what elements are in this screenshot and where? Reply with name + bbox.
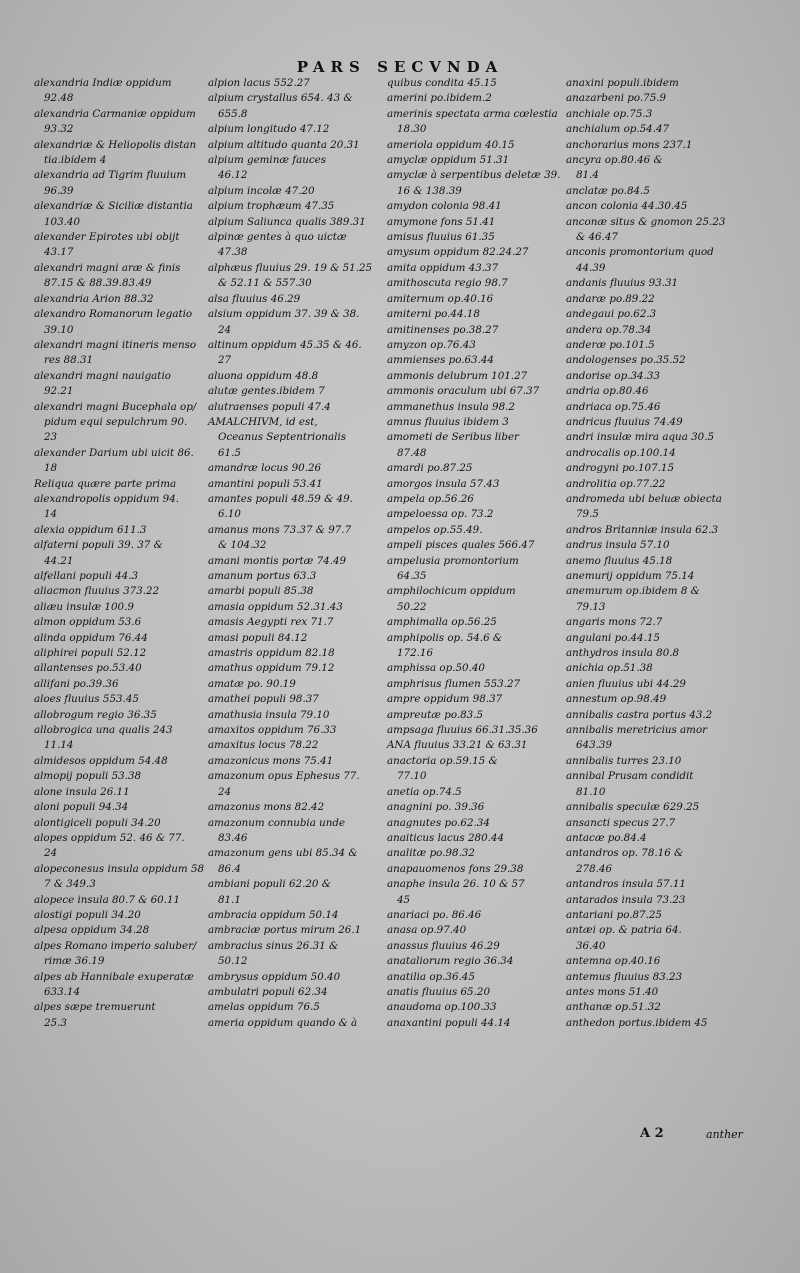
index-entry: amyzon op.76.43: [387, 338, 476, 351]
index-entry: anaxini populi.ibidem: [566, 77, 679, 89]
index-entry: ammonis oraculum ubi 67.37: [387, 385, 540, 398]
index-entry: amazonum connubia unde: [208, 816, 346, 829]
index-entry: amphrisus flumen 553.27: [387, 677, 521, 690]
index-entry: ambracia oppidum 50.14: [208, 908, 339, 921]
index-entry: amphissa op.50.40: [387, 662, 485, 675]
index-entry: alpium incolæ 47.20: [208, 184, 315, 197]
index-entry: alexandropolis oppidum 94.: [34, 492, 180, 505]
index-entry: ampre oppidum 98.37: [387, 693, 503, 706]
index-entry: anactoria op.59.15 &: [387, 754, 498, 767]
index-column-3: [387, 76, 569, 1031]
index-entry: amazonum opus Ephesus 77.: [208, 770, 360, 783]
index-entry: anasa op.97.40: [387, 924, 467, 937]
index-entry: anassus fluuius 46.29: [387, 939, 500, 952]
index-entry: alfellani populi 44.3: [34, 570, 139, 582]
index-entry-continuation: pidum equi sepulchrum 90.: [44, 415, 188, 428]
index-entry: antacæ po.84.4: [566, 831, 647, 844]
index-entry: anchorarius mons 237.1: [566, 138, 693, 151]
index-entry: ampela op.56.26: [387, 492, 474, 505]
index-entry-continuation: 43.17: [44, 246, 74, 259]
index-entry-continuation: 46.12: [218, 169, 248, 182]
index-entry: alexandria Arion 88.32: [34, 292, 154, 305]
index-entry: amphilochicum oppidum: [387, 585, 516, 598]
index-entry: anariaci po. 86.46: [387, 908, 482, 921]
index-entry-continuation: 45: [397, 893, 411, 906]
index-column-4: [566, 76, 752, 1031]
signature-mark: A 2: [640, 1126, 664, 1141]
index-entry: amnus fluuius ibidem 3: [387, 415, 509, 428]
index-entry: amazonus mons 82.42: [208, 801, 325, 814]
index-entry: amydon colonia 98.41: [387, 200, 502, 213]
index-entry: alinda oppidum 76.44: [34, 631, 148, 644]
index-entry: amithoscuta regio 98.7: [387, 277, 508, 290]
index-entry: alpium crystallus 654. 43 &: [208, 92, 353, 105]
index-entry: annibalis turres 23.10: [566, 754, 682, 767]
index-entry-continuation: 24: [44, 847, 58, 860]
index-entry: amathei populi 98.37: [208, 693, 319, 706]
index-entry: ameria oppidum quando & à: [208, 1016, 358, 1029]
index-entry: amanus mons 73.37 & 97.7: [208, 523, 352, 536]
index-entry: alpesa oppidum 34.28: [34, 924, 150, 937]
index-entry: alostigi populi 34.20: [34, 908, 141, 921]
index-entry: annestum op.98.49: [566, 693, 667, 706]
index-entry-continuation: 633.14: [44, 985, 81, 998]
index-entry: alexia oppidum 611.3: [34, 523, 147, 536]
index-entry: anemurij oppidum 75.14: [566, 570, 695, 582]
index-entry: annibalis meretricius amor: [566, 724, 708, 737]
index-entry: antarados insula 73.23: [566, 893, 686, 906]
index-entry-continuation: res 88.31: [44, 354, 94, 367]
index-entry: amyclæ oppidum 51.31: [387, 154, 510, 167]
index-entry: alopeconesus insula oppidum 58: [34, 862, 205, 875]
index-entry: amanum portus 63.3: [208, 570, 317, 582]
index-entry: amasis Aegypti rex 71.7: [208, 616, 334, 629]
index-entry: andriaca op.75.46: [566, 400, 661, 413]
index-entry: andegaui po.62.3: [566, 308, 657, 321]
index-entry: ancon colonia 44.30.45: [566, 200, 688, 213]
index-entry-continuation: 79.13: [576, 600, 606, 613]
index-entry: aloni populi 94.34: [34, 801, 129, 814]
index-entry: allantenses po.53.40: [34, 662, 142, 675]
index-entry: alexandria Carmaniæ oppidum: [34, 107, 196, 120]
index-entry: amometi de Seribus liber: [387, 431, 519, 444]
index-entry: annibal Prusam condidit: [566, 770, 694, 783]
index-entry: alpion lacus 552.27: [208, 77, 310, 89]
index-entry-continuation: 18: [44, 462, 58, 475]
index-entry: anaiticus lacus 280.44: [387, 831, 505, 844]
index-entry: alexandri magni aræ & finis: [34, 261, 181, 274]
index-entry: aloes fluuius 553.45: [34, 693, 139, 706]
index-entry: anconæ situs & gnomon 25.23: [566, 215, 726, 228]
index-entry: anconis promontorium quod: [566, 246, 714, 259]
index-entry: ampelusia promontorium: [387, 554, 519, 567]
index-entry: androlitia op.77.22: [566, 477, 666, 490]
index-entry: allobrogum regio 36.35: [34, 708, 157, 721]
index-entry: alfaterni populi 39. 37 &: [34, 539, 163, 552]
index-entry: alpium geminæ fauces: [208, 154, 327, 167]
index-entry: alpium trophæum 47.35: [208, 200, 335, 213]
index-entry: aluona oppidum 48.8: [208, 369, 319, 382]
index-entry: antemus fluuius 83.23: [566, 970, 683, 983]
index-entry: amphipolis op. 54.6 &: [387, 631, 503, 644]
index-entry: amaxitus locus 78.22: [208, 739, 319, 752]
index-entry: amyclæ à serpentibus deletæ 39.: [387, 169, 561, 182]
index-entry: anichia op.51.38: [566, 662, 653, 675]
index-entry-continuation: 14: [44, 508, 58, 521]
index-entry: ancyra op.80.46 &: [566, 154, 663, 167]
index-entry: anatilia op.36.45: [387, 970, 475, 983]
index-entry-continuation: 18.30: [397, 123, 427, 136]
index-entry: amelas oppidum 76.5: [208, 1001, 320, 1014]
index-column-1: [34, 76, 216, 1031]
index-entry: andorise op.34.33: [566, 369, 660, 382]
index-entry: anetia op.74.5: [387, 785, 462, 798]
index-entry: almidesos oppidum 54.48: [34, 754, 168, 767]
index-entry: alopece insula 80.7 & 60.11: [34, 893, 181, 906]
index-entry-continuation: 61.5: [218, 446, 241, 459]
index-entry: altinum oppidum 45.35 & 46.: [208, 338, 362, 351]
index-entry: amerinis spectata arma cœlestia: [387, 107, 558, 120]
index-entry: anemo fluuius 45.18: [566, 554, 673, 567]
index-entry-continuation: 25.3: [44, 1016, 67, 1029]
index-entry: anatis fluuius 65.20: [387, 985, 490, 998]
index-entry: andaræ po.89.22: [566, 292, 655, 305]
index-entry: almopij populi 53.38: [34, 770, 142, 783]
index-entry: alexandriæ & Heliopolis distan: [34, 138, 197, 151]
index-entry: alexandriæ & Siciliæ distantia: [34, 200, 193, 213]
index-entry-continuation: 64.35: [397, 570, 427, 582]
index-entry: anapauomenos fons 29.38: [387, 862, 524, 875]
index-entry: anaudoma op.100.33: [387, 1001, 497, 1014]
index-entry: anemurum op.ibidem 8 &: [566, 585, 700, 598]
index-entry: anataliorum regio 36.34: [387, 955, 514, 968]
index-entry: amiternum op.40.16: [387, 292, 494, 305]
index-entry: amita oppidum 43.37: [387, 261, 499, 274]
index-entry-continuation: 44.21: [44, 554, 74, 567]
index-column-2: [208, 76, 390, 1031]
index-entry: amazonum gens ubi 85.34 &: [208, 847, 358, 860]
index-entry: alexandri magni nauigatio: [34, 369, 171, 382]
index-entry: alexander Epirotes ubi obijt: [34, 231, 180, 244]
index-entry: ammanethus insula 98.2: [387, 400, 515, 413]
index-entry: alexandri magni Bucephala op/: [34, 400, 197, 413]
index-entry-continuation: tia.ibidem 4: [44, 154, 107, 167]
index-entry: angulani po.44.15: [566, 631, 660, 644]
index-entry: Reliqua quære parte prima: [34, 477, 177, 490]
index-entry: ansancti specus 27.7: [566, 816, 676, 829]
index-entry: alexandria ad Tigrim fluuium: [34, 169, 187, 182]
index-entry: amathusia insula 79.10: [208, 708, 330, 721]
index-entry-continuation: 27: [218, 354, 232, 367]
index-entry-continuation: 93.32: [44, 123, 74, 136]
index-entry: alexandria Indiæ oppidum: [34, 77, 172, 89]
index-entry: analitæ po.98.32: [387, 847, 475, 860]
index-entry: alexander Darium ubi uicit 86.: [34, 446, 194, 459]
index-entry: amisus fluuius 61.35: [387, 231, 495, 244]
index-entry: anazarbeni po.75.9: [566, 92, 667, 105]
index-entry: alexandri magni itineris menso: [34, 338, 197, 351]
index-entry-continuation: 103.40: [44, 215, 81, 228]
index-entry-continuation: 655.8: [218, 107, 248, 120]
index-entry: annibalis speculæ 629.25: [566, 801, 700, 814]
index-entry: alexandro Romanorum legatio: [34, 308, 193, 321]
index-entry-continuation: 50.12: [218, 955, 248, 968]
index-entry-continuation: 16 & 138.39: [397, 184, 462, 197]
index-entry: anagnini po. 39.36: [387, 801, 485, 814]
index-entry: alsa fluuius 46.29: [208, 292, 301, 305]
index-entry: antandros insula 57.11: [566, 878, 686, 891]
index-entry-continuation: 79.5: [576, 508, 599, 521]
index-entry-continuation: 47.38: [218, 246, 248, 259]
index-entry: ampeloessa op. 73.2: [387, 508, 494, 521]
index-entry: anchialum op.54.47: [566, 123, 670, 136]
index-entry-continuation: 77.10: [397, 770, 427, 783]
index-entry: allifani po.39.36: [34, 677, 119, 690]
index-entry: andrus insula 57.10: [566, 539, 670, 552]
index-entry-continuation: 44.39: [576, 261, 606, 274]
index-entry-continuation: 50.22: [397, 600, 427, 613]
index-entry: amiterni po.44.18: [387, 308, 480, 321]
index-entry: amitinenses po.38.27: [387, 323, 499, 336]
index-entry: alone insula 26.11: [34, 785, 130, 798]
index-entry: ampeli pisces quales 566.47: [387, 539, 535, 552]
index-entry: ameriola oppidum 40.15: [387, 138, 515, 151]
index-entry: antandros op. 78.16 &: [566, 847, 684, 860]
index-entry: ammienses po.63.44: [387, 354, 494, 367]
index-entry: alopes oppidum 52. 46 & 77.: [34, 831, 185, 844]
index-entry: amardi po.87.25: [387, 462, 473, 475]
index-entry: ambrysus oppidum 50.40: [208, 970, 341, 983]
index-entry-continuation: & 46.47: [576, 231, 618, 244]
index-entry: anien fluuius ubi 44.29: [566, 677, 686, 690]
index-entry: amandræ locus 90.26: [208, 462, 322, 475]
index-entry-continuation: 92.48: [44, 92, 74, 105]
index-entry: aliacmon fluuius 373.22: [34, 585, 160, 598]
index-entry: andanis fluuius 93.31: [566, 277, 679, 290]
index-entry: alpes Romano imperio saluber/: [34, 939, 197, 952]
index-entry: ambracius sinus 26.31 &: [208, 939, 339, 952]
index-entry: almon oppidum 53.6: [34, 616, 142, 629]
index-entry: quibus condita 45.15: [387, 77, 497, 89]
index-entry: anthanæ op.51.32: [566, 1001, 661, 1014]
index-entry: amaxitos oppidum 76.33: [208, 724, 337, 737]
index-entry: allobrogica una qualis 243: [34, 724, 173, 737]
index-entry: amarbi populi 85.38: [208, 585, 314, 598]
index-entry: ambulatri populi 62.34: [208, 985, 328, 998]
index-entry-continuation: 11.14: [44, 739, 74, 752]
index-entry: andria op.80.46: [566, 385, 649, 398]
index-entry: amymone fons 51.41: [387, 215, 496, 228]
index-entry-continuation: & 104.32: [218, 539, 267, 552]
index-entry: ambiani populi 62.20 &: [208, 878, 331, 891]
index-entry: ammonis delubrum 101.27: [387, 369, 528, 382]
index-entry: alpium longitudo 47.12: [208, 123, 330, 136]
index-entry-continuation: 172.16: [397, 647, 434, 660]
index-entry: androgyni po.107.15: [566, 462, 675, 475]
index-entry: amasia oppidum 52.31.43: [208, 600, 343, 613]
index-entry: andromeda ubi beluæ obiecta: [566, 492, 722, 505]
index-entry: amazonicus mons 75.41: [208, 754, 334, 767]
index-entry: anderæ po.101.5: [566, 338, 655, 351]
index-entry: amorgos insula 57.43: [387, 477, 500, 490]
index-entry: alutæ gentes.ibidem 7: [208, 385, 325, 398]
index-entry: andologenses po.35.52: [566, 354, 686, 367]
index-entry: alpium Saliunca qualis 389.31: [208, 215, 366, 228]
index-entry: antemna op.40.16: [566, 955, 661, 968]
index-entry: amantes populi 48.59 & 49.: [208, 492, 353, 505]
index-entry: annibalis castra portus 43.2: [566, 708, 713, 721]
index-entry-continuation: 24: [218, 323, 232, 336]
index-entry: alpinæ gentes à quo uictæ: [208, 231, 347, 244]
index-entry: AMALCHIVM, id est,: [208, 415, 318, 428]
index-entry: amerini po.ibidem.2: [387, 92, 492, 105]
index-entry: anagnutes po.62.34: [387, 816, 490, 829]
index-entry: ampsaga fluuius 66.31.35.36: [387, 724, 538, 737]
catchword: anther: [706, 1128, 743, 1141]
index-entry-continuation: 92.21: [44, 385, 74, 398]
index-entry-continuation: 83.46: [218, 831, 248, 844]
index-entry-continuation: 23: [44, 431, 58, 444]
index-entry: andricus fluuius 74.49: [566, 415, 683, 428]
index-entry: anaphe insula 26. 10 & 57: [387, 878, 525, 891]
index-entry-continuation: Oceanus Septentrionalis: [218, 431, 347, 444]
index-entry: ambraciæ portus mirum 26.1: [208, 924, 362, 937]
index-entry-continuation: 81.10: [576, 785, 606, 798]
index-entry-continuation: 81.4: [576, 169, 599, 182]
index-entry: amantini populi 53.41: [208, 477, 323, 490]
index-entry: amathus oppidum 79.12: [208, 662, 335, 675]
index-entry: amasi populi 84.12: [208, 631, 308, 644]
index-entry: antæi op. & patria 64.: [566, 924, 682, 937]
index-entry-continuation: 278.46: [576, 862, 613, 875]
index-entry-continuation: 7 & 349.3: [44, 878, 96, 891]
index-entry: aliphirei populi 52.12: [34, 647, 147, 660]
running-header: PARS SECVNDA: [296, 58, 504, 76]
index-entry: alphæus fluuius 29. 19 & 51.25: [208, 261, 373, 274]
index-entry-continuation: rimæ 36.19: [44, 955, 105, 968]
index-entry-continuation: 36.40: [576, 939, 606, 952]
index-entry: anthydros insula 80.8: [566, 647, 680, 660]
index-entry-continuation: 643.39: [576, 739, 613, 752]
index-entry-continuation: 24: [218, 785, 232, 798]
index-entry: alpium altitudo quanta 20.31: [208, 138, 360, 151]
index-entry: anchiale op.75.3: [566, 107, 653, 120]
index-entry: angaris mons 72.7: [566, 616, 663, 629]
index-entry-continuation: 81.1: [218, 893, 241, 906]
index-entry: anclatæ po.84.5: [566, 184, 650, 197]
index-entry: ANA fluuius 33.21 & 63.31: [387, 739, 528, 752]
index-entry-continuation: 87.15 & 88.39.83.49: [44, 277, 152, 290]
index-entry-continuation: 39.10: [44, 323, 74, 336]
index-entry-continuation: 6.10: [218, 508, 241, 521]
index-entry: alontigiceli populi 34.20: [34, 816, 161, 829]
index-entry: anthedon portus.ibidem 45: [566, 1016, 708, 1029]
index-entry: amani montis portæ 74.49: [208, 554, 347, 567]
index-entry-continuation: 96.39: [44, 184, 74, 197]
index-entry: andri insulæ mira aqua 30.5: [566, 431, 715, 444]
index-entry: amastris oppidum 82.18: [208, 647, 335, 660]
index-entry: amatæ po. 90.19: [208, 677, 296, 690]
index-entry: andera op.78.34: [566, 323, 652, 336]
index-entry: antes mons 51.40: [566, 985, 659, 998]
index-entry: antariani po.87.25: [566, 908, 662, 921]
index-entry: aliæu insulæ 100.9: [34, 600, 134, 613]
index-entry: andros Britanniæ insula 62.3: [566, 523, 719, 536]
index-entry: ampreutæ po.83.5: [387, 708, 484, 721]
index-entry: ampelos op.55.49.: [387, 523, 483, 536]
index-entry: alpes ab Hannibale exuperatæ: [34, 970, 194, 983]
index-entry: amphimalla op.56.25: [387, 616, 497, 629]
index-entry-continuation: 87.48: [397, 446, 427, 459]
index-entry: amysum oppidum 82.24.27: [387, 246, 529, 259]
index-entry-continuation: & 52.11 & 557.30: [218, 277, 312, 290]
index-entry: alpes sæpe tremuerunt: [34, 1001, 156, 1014]
index-entry: anaxantini populi 44.14: [387, 1016, 511, 1029]
index-entry: alsium oppidum 37. 39 & 38.: [208, 308, 360, 321]
index-entry-continuation: 86.4: [218, 862, 241, 875]
index-entry: alutraenses populi 47.4: [208, 400, 331, 413]
index-entry: androcalis op.100.14: [566, 446, 676, 459]
